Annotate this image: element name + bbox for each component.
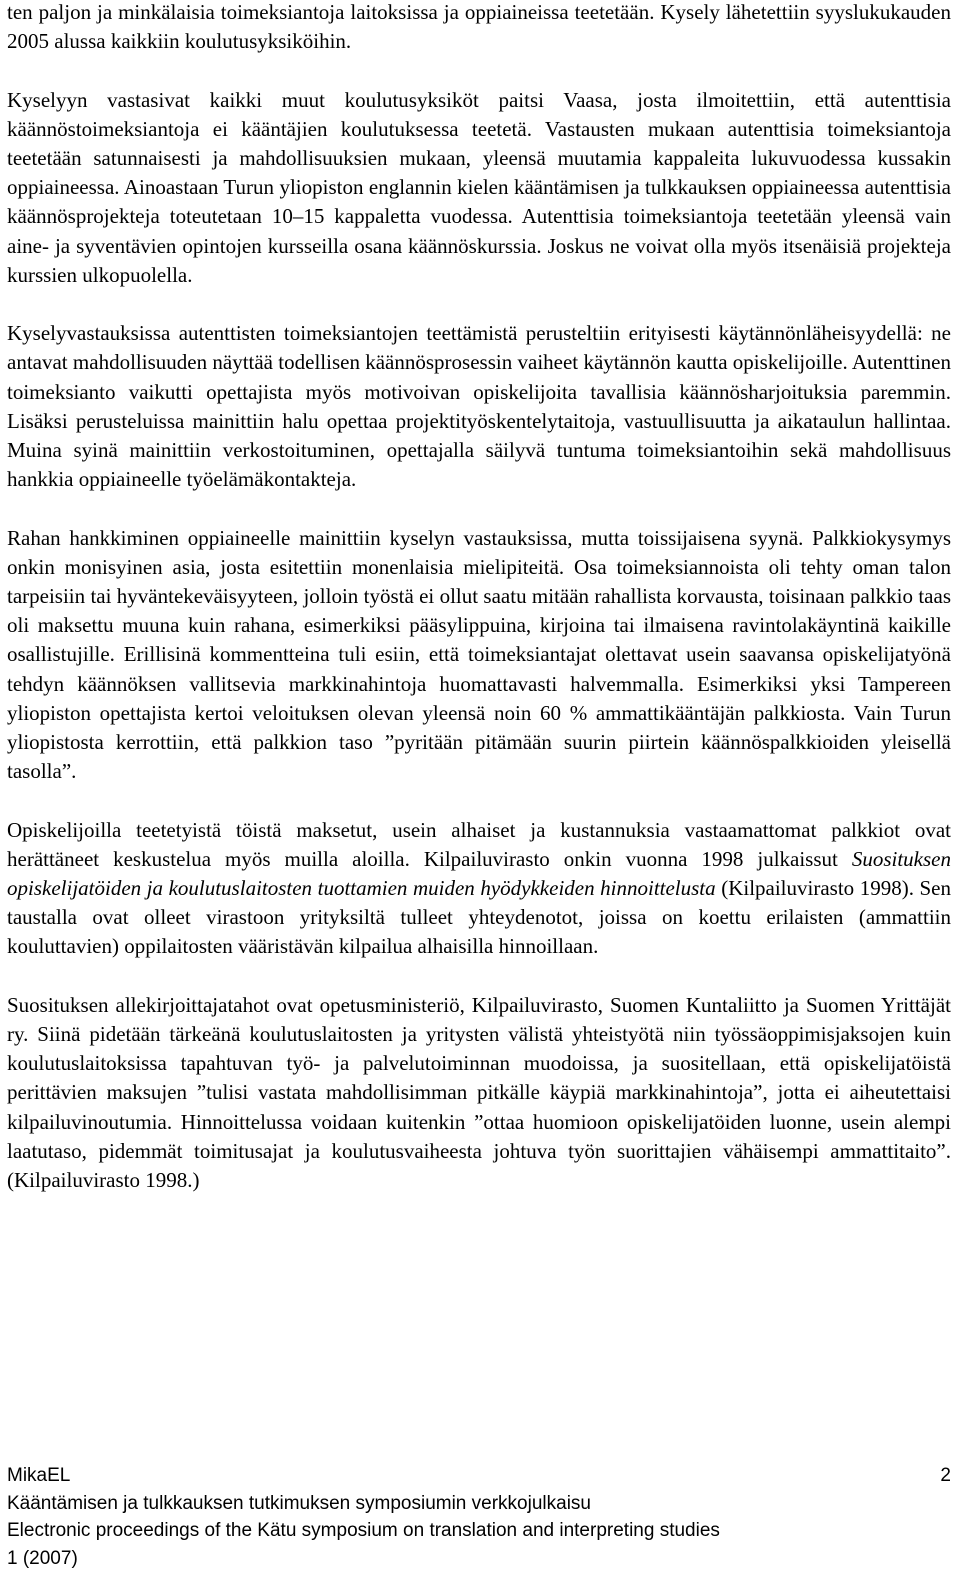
paragraph-p6 <box>7 991 951 1195</box>
body-text <box>7 0 951 1224</box>
page-footer <box>7 1462 951 1572</box>
paragraph-p4 <box>7 524 951 787</box>
paragraph-p5 <box>7 816 951 962</box>
paragraph-p1 <box>7 0 951 56</box>
journal-title-english: Electronic proceedings of the Kätu symposium on translation and interpreting studies <box>7 1520 720 1541</box>
paragraph-text: Rahan hankkiminen oppiaineelle mainittiin kyselyn vastauksissa, mutta toissijaisena syynä. Palkkiokysymys onkin monisyinen asia, josta esitettiin monenlaisia mielipiteitä. Osa toimeksiannoista oli tehty oman talon tarpeisiin tai hyväntekeväisyyteen, jolloin työstä ei ollut saatu mitään rahallista korvausta, toisinaan palkkio taas oli maksettu muuna kuin rahana, esimerkiksi pääsylippuina, kirjoina tai ilmaisena ravintolakäyntinä kaikille osallistujille. Erillisinä kommentteina tuli esiin, että toimeksiantajat olettavat usein saavansa opiskelijatyönä tehdyn käännöksen vallitsevia markkinahintoja huomattavasti halvemmalla. Esimerkiksi yksi Tampereen yliopiston opettajista kertoi veloituksen olevan yleensä noin 60 % ammattikääntäjän palkkiosta. Vain Turun yliopistosta kerrottiin, että palkkion taso ”pyritään pitämään suurin piirtein käännöspalkkioiden yleisellä tasolla”. <box>7 525 951 784</box>
paragraph-p3 <box>7 319 951 494</box>
paragraph-text: Kyselyyn vastasivat kaikki muut koulutusyksiköt paitsi Vaasa, josta ilmoitettiin, että autenttisia käännöstoimeksiantoja ei kääntäjien koulutuksessa teetetä. Vastausten mukaan autenttisia toimeksiantoja teetetään satunnaisesti ja mahdollisuuksien mukaan, yleensä muutamia kappaleita lukuvuodessa kussakin oppiaineessa. Ainoastaan Turun yliopiston englannin kielen kääntämisen ja tulkkauksen oppiaineessa autenttisia käännösprojekteja toteutetaan 10–15 kappaletta vuodessa. Autenttisia toimeksiantoja teetetään yleensä vain aine- ja syventävien opintojen kursseilla osana käännöskurssia. Joskus ne voivat olla myös itsenäisiä projekteja kurssien ulkopuolella. <box>7 87 951 287</box>
paragraph-text: Suosituksen allekirjoittajatahot ovat opetusministeriö, Kilpailuvirasto, Suomen Kuntaliitto ja Suomen Yrittäjät ry. Siinä pidetään tärkeänä koulutuslaitosten ja yritysten välistä yhteistyötä niin työssäoppimisjaksojen kuin koulutuslaitoksissa tapahtuvan työ- ja palvelutoiminnan muodoissa, ja suositellaan, että opiskelijatöistä perittävien maksujen ”tulisi vastata mahdollisimman pitkälle käypiä markkinahintoja”, jotta ei aiheutettaisi kilpailuvinoutumia. Hinnoittelussa voidaan kuitenkin ”ottaa huomioon opiskelijatöiden luonne, usein alempi laatutaso, pidemmät toimitusajat ja koulutusvaiheesta johtuva työn suorittajien vähäisempi ammattitaito”. (Kilpailuvirasto 1998.) <box>7 992 951 1193</box>
paragraph-text: ten paljon ja minkälaisia toimeksiantoja laitoksissa ja oppiaineissa teetetään. Kysely lähetettiin syyslukukauden 2005 alussa kaikkiin koulutusyksiköihin. <box>7 0 951 54</box>
journal-short-title: MikaEL <box>7 1465 71 1486</box>
journal-title-finnish: Kääntämisen ja tulkkauksen tutkimuksen symposiumin verkkojulkaisu <box>7 1492 591 1514</box>
paragraph-text: Kyselyvastauksissa autenttisten toimeksiantojen teettämistä perusteltiin erityisesti käytännönläheisyydellä: ne antavat mahdollisuuden näyttää todellisen käännösprosessin vaiheet käytännön kautta opiskelijoille. Autenttinen toimeksianto vaikutti opettajista myös motivoivan opiskelijoita tavallisia käännösharjoituksia paremmin. Lisäksi perusteluissa mainittiin halu opettaa projektityöskentelytaitoja, vastuullisuutta ja aikataulun hallintaa. Muina syinä mainittiin verkostoituminen, opettajalla säilyvä tuntuma toimeksiantoihin sekä mahdollisuus hankkia oppiaineelle työelämäkontakteja. <box>7 321 951 492</box>
paragraph-text: Opiskelijoilla teetetyistä töistä maksetut, usein alhaiset ja kustannuksia vastaamattomat palkkiot ovat herättäneet keskustelua myös muilla aloilla. Kilpailuvirasto onkin vuonna 1998 julkaissut <box>7 817 951 871</box>
page-number: 2 <box>940 1465 951 1486</box>
paragraph-text: (Kilpailuvirasto 1998). Sen taustalla ovat olleet virastoon yrityksiltä tulleet yhteydenotot, joissa on koettu erilaisten (ammattiin kouluttavien) oppilaitosten vääristävän kilpailua alhaisilla hinnoillaan. <box>7 876 952 959</box>
journal-volume: 1 (2007) <box>7 1547 78 1569</box>
italic-title: Suosituksen opiskelijatöiden ja koulutuslaitosten tuottamien muiden hyödykkeiden hinnoittelusta <box>7 846 951 901</box>
paragraph-p2 <box>7 86 951 290</box>
footer-top-row <box>7 1462 951 1490</box>
